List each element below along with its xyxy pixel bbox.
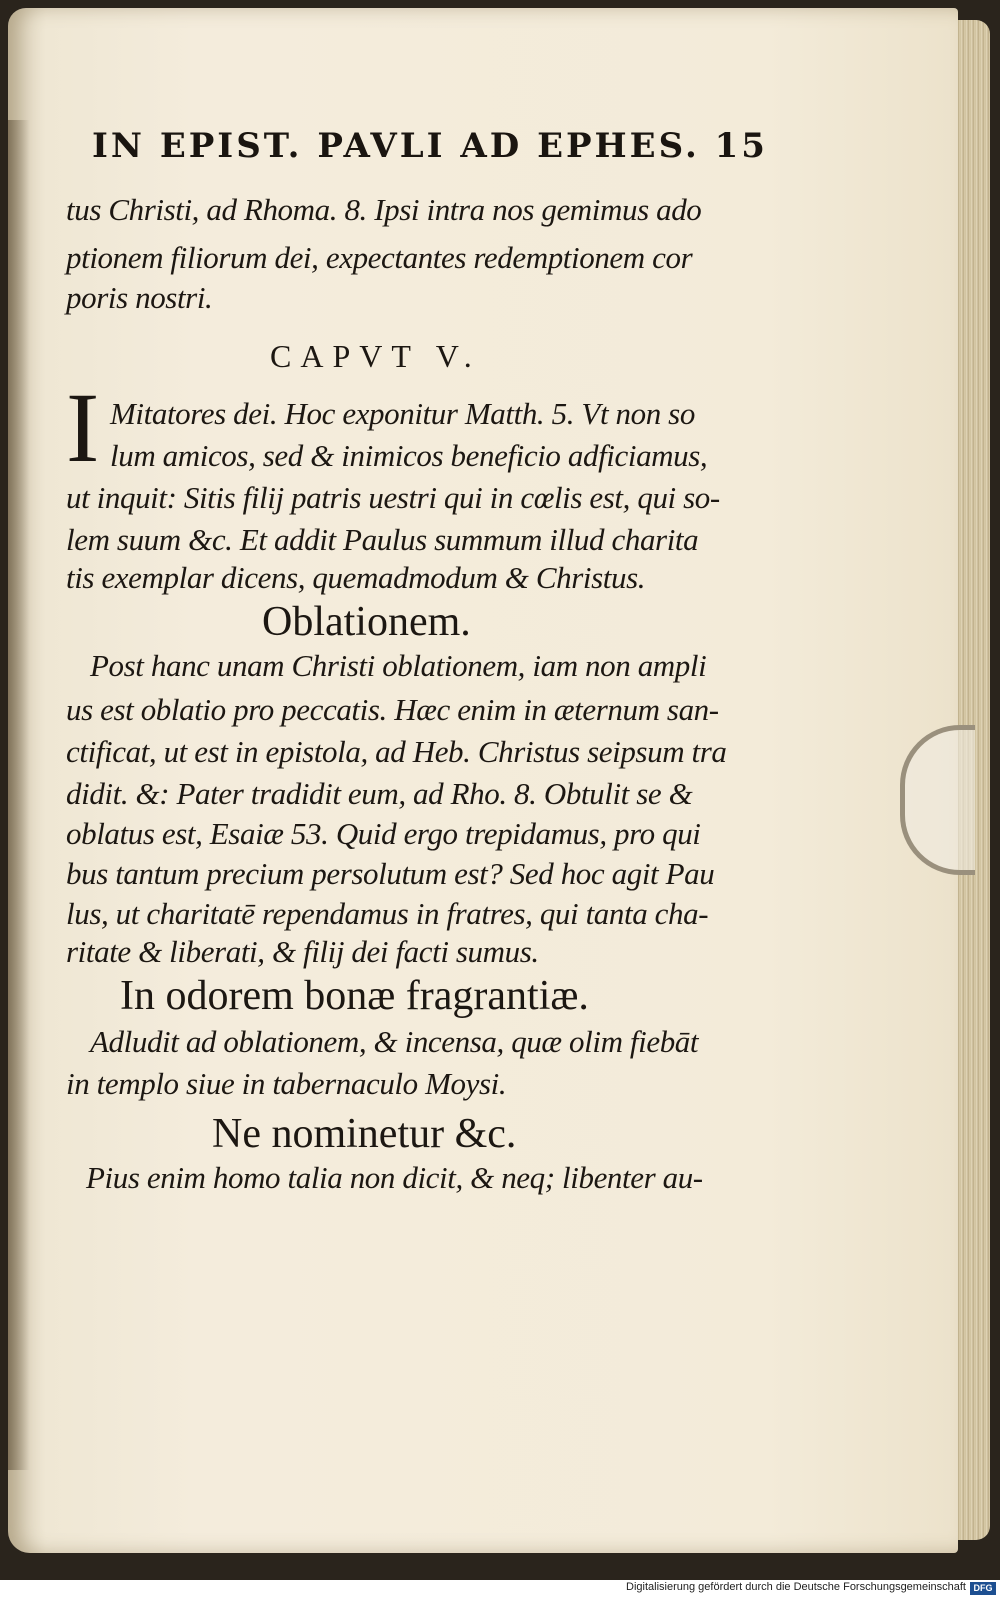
text-line: didit. &: Pater tradidit eum, ad Rho. 8. Obtulit se & <box>66 776 693 811</box>
text-line: poris nostri. <box>66 280 213 315</box>
drop-cap: I <box>66 372 100 483</box>
section-heading: In odorem bonæ fragrantiæ. <box>120 973 589 1019</box>
text-line: tus Christi, ad Rhoma. 8. Ipsi intra nos gemimus ado <box>66 192 702 227</box>
text-line: ctificat, ut est in epistola, ad Heb. Christus seipsum tra <box>66 734 727 769</box>
text-line: ut inquit: Sitis filij patris uestri qui in cœlis est, qui so- <box>66 480 720 515</box>
text-line: Pius enim homo talia non dicit, & neq; libenter au- <box>86 1160 703 1195</box>
footer-credit: Digitalisierung gefördert durch die Deutsche Forschungsgemeinschaft <box>626 1581 966 1593</box>
section-heading: Oblationem. <box>262 599 471 645</box>
text-line: oblatus est, Esaiæ 53. Quid ergo trepidamus, pro qui <box>66 816 701 851</box>
text-line: Adludit ad oblationem, & incensa, quæ olim fiebāt <box>90 1024 699 1059</box>
text-line: Mitatores dei. Hoc exponitur Matth. 5. Vt non so <box>110 396 695 431</box>
text-line: tis exemplar dicens, quemadmodum & Christus. <box>66 560 646 595</box>
text-line: lus, ut charitatē rependamus in fratres, qui tanta cha- <box>66 896 709 931</box>
text-line: in templo siue in tabernaculo Moysi. <box>66 1066 507 1101</box>
text-line: lum amicos, sed & inimicos beneficio adficiamus, <box>110 438 708 473</box>
chapter-heading: CAPVT V. <box>270 338 481 374</box>
text-line: ritate & liberati, & filij dei facti sumus. <box>66 934 539 969</box>
dfg-logo: DFG <box>970 1582 996 1595</box>
text-line: Post hanc unam Christi oblationem, iam non ampli <box>90 648 707 683</box>
running-head: IN EPIST. PAVLI AD EPHES. 15 <box>92 126 768 166</box>
text-line: lem suum &c. Et addit Paulus summum illud charita <box>66 522 699 557</box>
gutter-shadow <box>8 120 30 1470</box>
text-line: ptionem filiorum dei, expectantes redemptionem cor <box>66 240 693 275</box>
section-heading: Ne nominetur &c. <box>212 1111 517 1157</box>
text-line: bus tantum precium persolutum est? Sed hoc agit Pau <box>66 856 715 891</box>
text-line: us est oblatio pro peccatis. Hæc enim in æternum san- <box>66 692 719 727</box>
